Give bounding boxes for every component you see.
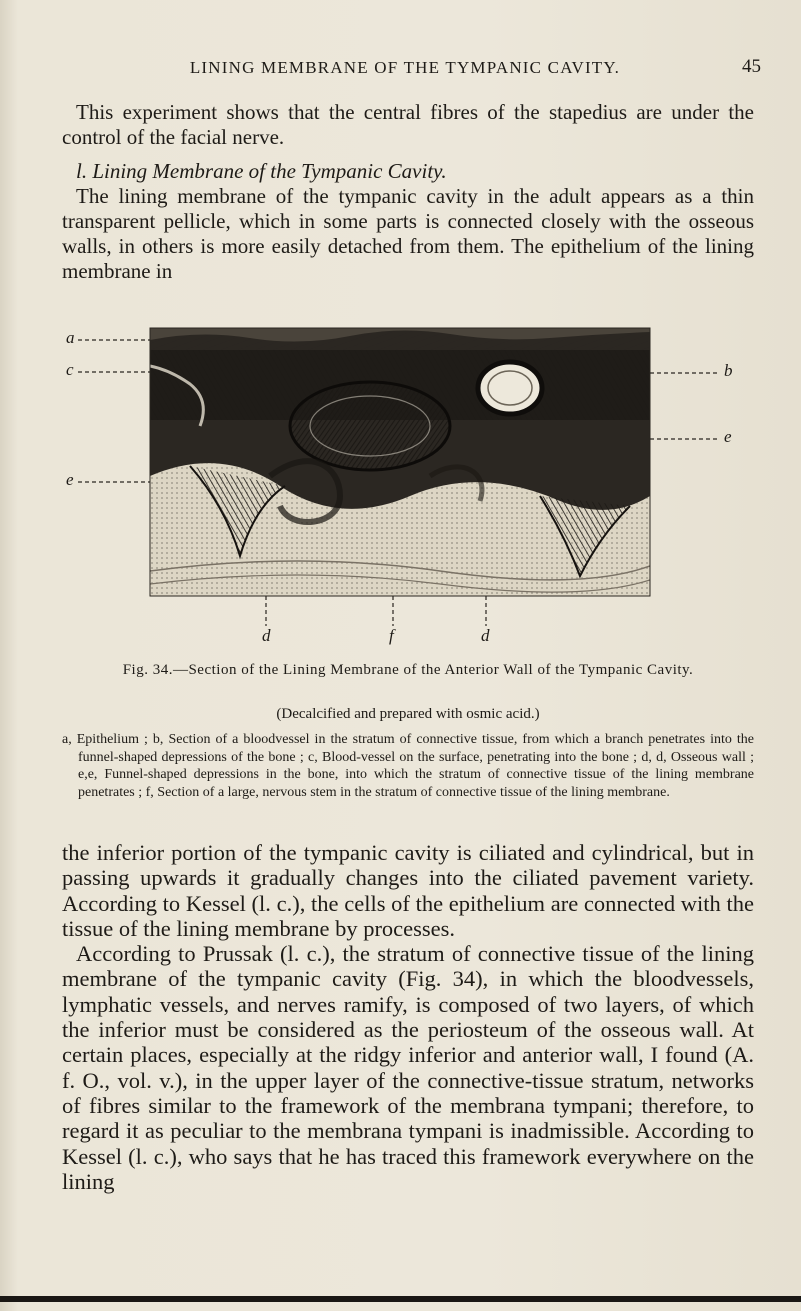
histology-engraving bbox=[40, 326, 760, 656]
label-a: a bbox=[66, 328, 75, 347]
label-d-left: d bbox=[262, 626, 271, 645]
label-d-right: d bbox=[481, 626, 490, 645]
label-e-left: e bbox=[66, 470, 74, 489]
bottom-rule bbox=[0, 1296, 801, 1302]
figure-legend: a, Epithelium ; b, Section of a bloodvessel in the stratum of connective tissue, from which a branch penetrates into the funnel-shaped depressions of the bone ; c, Blood-vessel on the surface, penetrating into the bone ; d, d, Osseous wall ; e,e, Funnel-shaped depressions in the bone, into which the stratum of connective tissue of the lining membrane penetrates ; f, Section of a large, nervous stem in the stratum of connective tissue of the lining membrane. bbox=[62, 732, 754, 800]
paragraph-prussak: According to Prussak (l. c.), the stratum of connective tissue of the lining membrane of the tympanic cavity (Fig. 34), in which the bloodvessels, lymphatic vessels, and nerves ramify, is composed of two layers, of which the inferior must be considered as the periosteum of the osseous wall. At certain places, especially at the ridgy inferior and anterior wall, I found (A. f. O., vol. v.), in the upper layer of the connective-tissue stratum, networks of fibres similar to the framework of the membrana tympani; therefore, to regard it as peculiar to the membrana tympani is inadmissible. According to Kessel (l. c.), who says that he has traced this framework everywhere on the lining bbox=[62, 941, 754, 1194]
paragraph-lining-intro: The lining membrane of the tympanic cavity in the adult appears as a thin transparent pellicle, which in some parts is connected closely with the osseous walls, in others is more easily detached from them. The epithelium of the lining membrane in bbox=[62, 184, 754, 283]
paragraph-epithelium: the inferior portion of the tympanic cavity is ciliated and cylindrical, but in passing upwards it gradually changes into the ciliated pavement variety. According to Kessel (l. c.), the cells of the epithelium are connected with the tissue of the lining membrane by processes. bbox=[62, 840, 754, 941]
figure-caption-sub: (Decalcified and prepared with osmic acid.) bbox=[276, 706, 540, 722]
page-number: 45 bbox=[742, 56, 761, 77]
label-c: c bbox=[66, 360, 74, 379]
top-text bbox=[62, 100, 754, 284]
figure-caption-title: Fig. 34.—Section of the Lining Membrane of the Anterior Wall of the Tympanic Cavity. bbox=[122, 662, 694, 678]
label-e-right: e bbox=[724, 427, 732, 446]
section-heading: l. Lining Membrane of the Tympanic Cavity. bbox=[76, 159, 447, 183]
figure-34 bbox=[40, 326, 760, 656]
running-head: LINING MEMBRANE OF THE TYMPANIC CAVITY. bbox=[189, 58, 621, 77]
paragraph-stapedius: This experiment shows that the central fibres of the stapedius are under the control of the facial nerve. bbox=[62, 100, 754, 149]
body-text bbox=[62, 840, 754, 1194]
label-b: b bbox=[724, 361, 733, 380]
label-f: f bbox=[389, 626, 394, 645]
